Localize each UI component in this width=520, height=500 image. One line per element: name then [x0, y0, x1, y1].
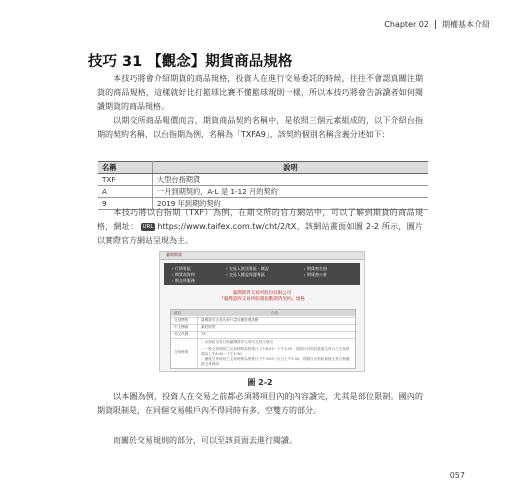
chapter-label: Chapter 02	[384, 20, 429, 29]
table-row	[98, 186, 428, 198]
table-cell: 一月到期契約，A-L 是 1-12 月的契約	[153, 186, 429, 198]
screenshot-site-title: 臺期期貨	[166, 252, 182, 257]
section-number: 技巧 31	[88, 54, 143, 70]
table-cell: 9	[98, 198, 153, 210]
paragraph-text: 本技巧將以台指期（TXF）為例，在期交所的官方網站中，可以了解到期貨的商品規格，網址：	[97, 208, 423, 231]
screenshot-spec-grid	[170, 309, 356, 369]
paragraph-intro	[97, 72, 423, 114]
screenshot-menu-item: › 交易人資訊專區・概況	[226, 266, 269, 271]
section-heading: 【觀念】期貨商品規格	[147, 54, 293, 70]
screenshot-menu-item: › 行情專區	[172, 266, 191, 271]
screenshot-grid-value: ・盤後交易時段之交易時間為營業日下午3:00~次日上午5:00；到期月份契約最後交易日無盤後交易時段	[201, 357, 350, 366]
screenshot-menu-item: › 期交所服務	[172, 278, 195, 283]
table-cell: 大型台指期貨	[153, 174, 429, 186]
paragraph-text: 以期交所商品報價而言，期貨商品契約名稱中，是依照三個元素組成的，以下介紹台指期的契約名稱，以台指期為例，名稱為「TXFA9」，該契約個別名稱含義分述如下：	[97, 116, 423, 139]
running-header	[384, 19, 490, 30]
screenshot-grid-row	[171, 317, 355, 324]
table-cell: A	[98, 186, 153, 198]
paragraph-position-limit	[97, 390, 423, 418]
paragraph-contract-name	[97, 114, 423, 142]
screenshot-grid-label: 項目	[174, 311, 182, 315]
website-screenshot-figure	[159, 251, 365, 372]
figure-caption: 圖 2-2	[247, 378, 273, 387]
screenshot-topbar	[160, 252, 364, 260]
screenshot-grid-row	[171, 331, 355, 332]
table-cell: 2019 年到期的契約	[153, 198, 429, 210]
screenshot-grid-value: ・本契約交易日與臺灣證券交易所交易日相同	[201, 340, 273, 344]
paragraph-website	[97, 206, 423, 248]
screenshot-grid-label: 中文簡稱	[174, 325, 189, 329]
paragraph-trading-rules	[97, 434, 423, 448]
paragraph-text: ，該網站畫面如圖 2-2 所示，圖片以實際官方網站呈現為主。	[97, 222, 424, 245]
table-header-row	[98, 162, 428, 174]
url-badge: URL	[142, 223, 154, 230]
column-header-name: 名稱	[98, 162, 153, 174]
section-title	[88, 50, 292, 71]
screenshot-grid-value: 臺灣證券交易所發行量加權股價指數	[201, 318, 259, 322]
screenshot-grid-header	[171, 310, 355, 316]
screenshot-grid-value: 臺股期貨	[201, 325, 216, 329]
screenshot-grid-label: 交易標的	[174, 318, 189, 322]
screenshot-grid-value: ・一般交易時段之交易時間為營業日上午8:45~下午1:45；到期月份契約最後交易日之交易時間為上午8:45~下午1:30	[201, 347, 350, 356]
paragraph-text: 而關於交易規則的部分，可以至該頁面去進行閱讀。	[113, 436, 297, 445]
column-header-description: 說明	[153, 162, 429, 174]
screenshot-menu-item: › 期貨商名冊	[304, 266, 327, 271]
screenshot-grid-value: TX	[201, 332, 206, 336]
table-row	[98, 174, 428, 186]
screenshot-grid-row	[171, 338, 355, 339]
screenshot-grid-label: 交易時段	[174, 350, 189, 354]
screenshot-grid-row	[171, 324, 355, 325]
website-link[interactable]: https://www.taifex.com.tw/cht/2/tX	[157, 222, 297, 231]
screenshot-red-title: 臺灣期貨交易所股份有限公司	[232, 291, 292, 296]
screenshot-red-subtitle: 『臺灣證券交易所股價指數期貨契約』規格	[219, 297, 305, 302]
screenshot-grid-label: 英文代碼	[174, 332, 189, 336]
chapter-title: 期權基本介紹	[442, 20, 490, 29]
screenshot-menu	[164, 263, 360, 285]
screenshot-menu-item: › 期貨商資料	[172, 272, 195, 277]
contract-spec-table	[98, 161, 428, 210]
screenshot-menu-item: › 期貨商公會	[304, 272, 327, 277]
paragraph-text: 以本圖為例，投資人在交易之前都必須將項目內的內容讀完，尤其是部位限制。國內的期貨限制是，在同個交易帳戶內不得同時有多、空雙方的部分。	[97, 392, 423, 415]
screenshot-grid-value: 內容	[271, 311, 279, 315]
page-number: 057	[449, 471, 465, 480]
table-cell: TXF	[98, 174, 153, 186]
header-divider	[435, 20, 436, 29]
paragraph-text: 本技巧將會介紹期貨的商品規格，投資人在進行交易委託的時候，往往不會認真關注期貨的商品規格，這樣就好比打籃球比賽不懂籃球規則一樣，所以本技巧將會告訴讀者如何閱讀期貨的商品規格。	[97, 74, 423, 111]
screenshot-menu-item: › 交易人權益保護專區	[226, 272, 265, 277]
